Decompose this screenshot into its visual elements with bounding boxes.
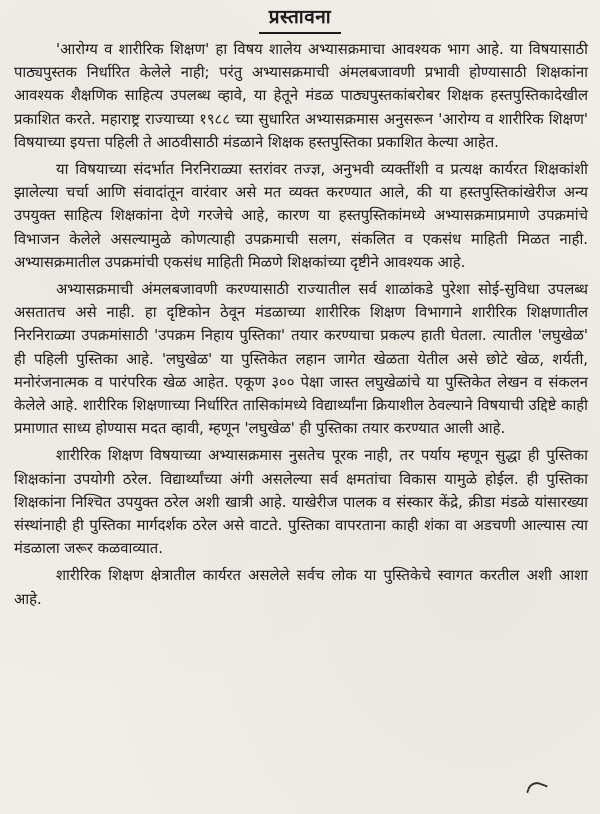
paragraph-2: या विषयाच्या संदर्भात निरनिराळ्या स्तरांवर तज्ज्ञ, अनुभवी व्यक्तींशी व प्रत्यक्ष कार्यरत शिक्षकांशी झालेल्या चर्चा आणि संवादांतून वारंवार असे मत व्यक्त करण्यात आले, की या हस्तपुस्तिकांखेरीज अन्य उपयुक्त साहित्य शिक्षकांना देणे गरजेचे आहे, कारण या हस्तपुस्तिकांमध्ये अभ्यासक्रमाप्रमाणे उपक्रमांचे विभाजन केलेले असल्यामुळे कोणत्याही उपक्रमाची सलग, संकलित व एकसंध माहिती मिळत नाही. अभ्यासक्रमातील उपक्रमांची एकसंध माहिती मिळणे शिक्षकांच्या दृष्टीने आवश्यक आहे. [14, 161, 588, 271]
paragraph-3: अभ्यासक्रमाची अंमलबजावणी करण्यासाठी राज्यातील सर्व शाळांकडे पुरेशा सोई-सुविधा उपलब्ध असतातच असे नाही. हा दृष्टिकोन ठेवून मंडळाच्या शारीरिक शिक्षण विभागाने शारीरिक शिक्षणातील निरनिराळ्या उपक्रमांसाठी 'उपक्रम निहाय पुस्तिका' तयार करण्याचा प्रकल्प हाती घेतला. त्यातील 'लघुखेळ' ही पहिली पुस्तिका आहे. 'लघुखेळ' या पुस्तिकेत लहान जागेत खेळता येतील असे छोटे खेळ, शर्यती, मनोरंजनात्मक व पारंपरिक खेळ आहेत. एकूण ३०० पेक्षा जास्त लघुखेळांचे या पुस्तिकेत लेखन व संकलन केलेले आहे. शारीरिक शिक्षणाच्या निर्धारित तासिकांमध्ये विद्यार्थ्यांना क्रियाशील ठेवल्याने विषयाची उद्दिष्टे काही प्रमाणात साध्य होण्यास मदत व्हावी, म्हणून 'लघुखेळ' ही पुस्तिका तयार करण्यात आली आहे. [14, 281, 588, 438]
paragraph-5: शारीरिक शिक्षण क्षेत्रातील कार्यरत असलेले सर्वच लोक या पुस्तिकेचे स्वागत करतील अशी आशा आहे. [14, 567, 588, 608]
pen-mark-decoration [526, 779, 548, 798]
page-title: प्रस्तावना [259, 4, 341, 34]
paragraph-4: शारीरिक शिक्षण विषयाच्या अभ्यासक्रमास नुसतेच पूरक नाही, तर पर्याय म्हणून सुद्धा ही पुस्तिका शिक्षकांना उपयोगी ठरेल. विद्यार्थ्यांच्या अंगी असलेल्या सर्व क्षमतांचा विकास यामुळे होईल. ही पुस्तिका शिक्षकांना निश्चित उपयुक्त ठरेल अशी खात्री आहे. याखेरीज पालक व संस्कार केंद्रे, क्रीडा मंडळे यांसारख्या संस्थांनाही ही पुस्तिका मार्गदर्शक ठरेल असे वाटते. पुस्तिका वापरताना काही शंका वा अडचणी आल्यास त्या मंडळाला जरूर कळवाव्यात. [14, 447, 588, 558]
document-body [14, 38, 588, 615]
title-container [0, 4, 600, 34]
paragraph-1: 'आरोग्य व शारीरिक शिक्षण' हा विषय शालेय अभ्यासक्रमाचा आवश्यक भाग आहे. या विषयासाठी पाठ्यपुस्तक निर्धारित केलेले नाही; परंतु अभ्यासक्रमाची अंमलबजावणी प्रभावी होण्यासाठी शिक्षकांना आवश्यक शैक्षणिक साहित्य उपलब्ध व्हावे, या हेतूने मंडळ पाठ्यपुस्तकांबरोबर शिक्षक हस्तपुस्तिकादेखील प्रकाशित करते. महाराष्ट्र राज्याच्या १९८८ च्या सुधारित अभ्यासक्रमास अनुसरून 'आरोग्य व शारीरिक शिक्षण' विषयाच्या इयत्ता पहिली ते आठवीसाठी मंडळाने शिक्षक हस्तपुस्तिका प्रकाशित केल्या आहेत. [14, 41, 588, 151]
